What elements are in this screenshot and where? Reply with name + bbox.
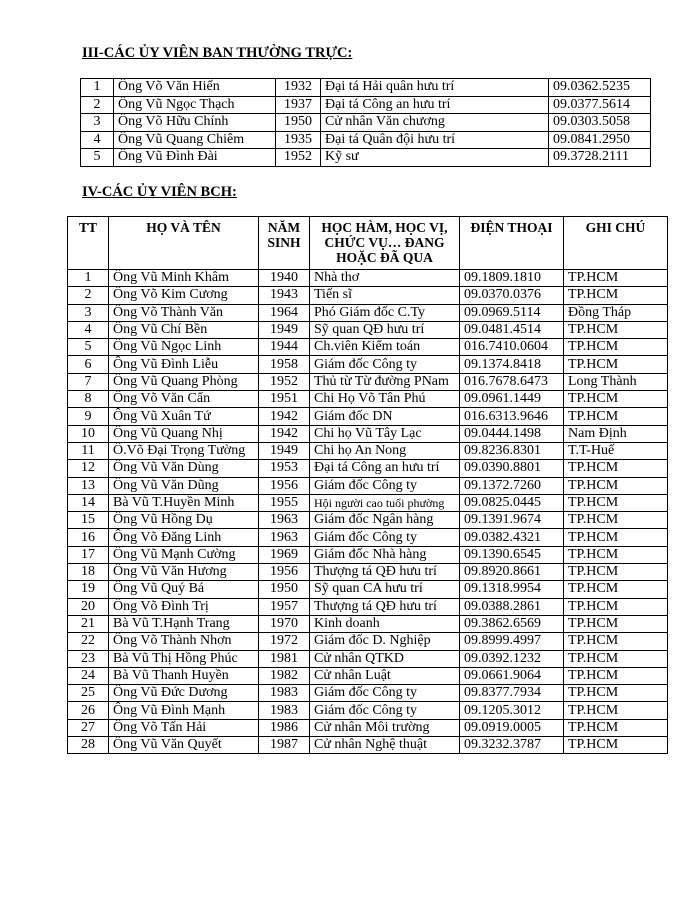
- cell-year: 1963: [259, 529, 310, 546]
- cell-name: Ông Võ Đình Trị: [109, 598, 259, 615]
- cell-note: TP.HCM: [564, 598, 668, 615]
- cell-no: 5: [81, 149, 114, 167]
- cell-title: Sỹ quan QĐ hưu trí: [310, 321, 460, 338]
- cell-note: Long Thành: [564, 373, 668, 390]
- cell-name: Bà Vũ Thị Hồng Phúc: [109, 650, 259, 667]
- cell-note: TP.HCM: [564, 615, 668, 632]
- section4-heading: IV-CÁC ỦY VIÊN BCH:: [82, 184, 237, 200]
- cell-phone: 09.0919.0005: [460, 719, 564, 736]
- cell-name: Ông Vũ Quý Bá: [109, 581, 259, 598]
- cell-title: Thủ từ Từ đường PNam: [310, 373, 460, 390]
- cell-note: TP.HCM: [564, 650, 668, 667]
- cell-no: 9: [68, 408, 109, 425]
- cell-year: 1970: [259, 615, 310, 632]
- cell-name: Bà Vũ Thanh Huyền: [109, 667, 259, 684]
- cell-phone: 09.8920.8661: [460, 564, 564, 581]
- cell-phone: 09.1374.8418: [460, 356, 564, 373]
- header-phone: ĐIỆN THOẠI: [460, 217, 564, 270]
- cell-note: TP.HCM: [564, 494, 668, 511]
- cell-year: 1964: [259, 304, 310, 321]
- cell-year: 1956: [259, 564, 310, 581]
- table-row: [68, 460, 668, 477]
- cell-year: 1952: [259, 373, 310, 390]
- cell-name: Ông Vũ Đức Dương: [109, 685, 259, 702]
- cell-no: 24: [68, 667, 109, 684]
- cell-title: Nhà thơ: [310, 270, 460, 287]
- standing-committee-rows: [81, 79, 651, 167]
- cell-no: 11: [68, 442, 109, 459]
- cell-title: Kỹ sư: [321, 149, 549, 167]
- cell-year: 1935: [276, 131, 321, 149]
- table-row: [68, 667, 668, 684]
- cell-name: Ông Vũ Quang Chiêm: [114, 131, 276, 149]
- cell-name: Ông Vũ Quang Phòng: [109, 373, 259, 390]
- cell-year: 1944: [259, 339, 310, 356]
- cell-year: 1937: [276, 96, 321, 114]
- section3-heading: III-CÁC ỦY VIÊN BAN THƯỜNG TRỰC:: [82, 45, 353, 61]
- table-row: [81, 149, 651, 167]
- cell-title: Kinh doanh: [310, 615, 460, 632]
- cell-note: TP.HCM: [564, 287, 668, 304]
- cell-title: Cử nhân Luật: [310, 667, 460, 684]
- cell-year: 1956: [259, 477, 310, 494]
- cell-name: Ông Võ Đăng Linh: [109, 529, 259, 546]
- table-row: [68, 408, 668, 425]
- cell-title: Tiến sĩ: [310, 287, 460, 304]
- cell-name: Ông Vũ Ngọc Thạch: [114, 96, 276, 114]
- cell-phone: 09.1205.3012: [460, 702, 564, 719]
- cell-note: Đồng Tháp: [564, 304, 668, 321]
- cell-name: Ông Võ Hữu Chính: [114, 114, 276, 132]
- cell-phone: 09.0481.4514: [460, 321, 564, 338]
- table-row: [68, 477, 668, 494]
- cell-note: T.T-Huế: [564, 442, 668, 459]
- cell-year: 1955: [259, 494, 310, 511]
- cell-no: 6: [68, 356, 109, 373]
- cell-title: Giám đốc Công ty: [310, 529, 460, 546]
- cell-note: TP.HCM: [564, 460, 668, 477]
- cell-name: Ông Vũ Văn Hương: [109, 564, 259, 581]
- cell-no: 4: [68, 321, 109, 338]
- cell-year: 1951: [259, 391, 310, 408]
- cell-note: TP.HCM: [564, 719, 668, 736]
- cell-no: 1: [68, 270, 109, 287]
- cell-name: Ông Vũ Chí Bền: [109, 321, 259, 338]
- cell-note: TP.HCM: [564, 391, 668, 408]
- cell-phone: 09.1390.6545: [460, 546, 564, 563]
- table-row: [68, 615, 668, 632]
- cell-no: 14: [68, 494, 109, 511]
- cell-title: Đại tá Hải quân hưu trí: [321, 79, 549, 97]
- cell-phone: 09.0390.8801: [460, 460, 564, 477]
- cell-note: TP.HCM: [564, 321, 668, 338]
- cell-year: 1972: [259, 633, 310, 650]
- cell-phone: 09.1391.9674: [460, 512, 564, 529]
- cell-year: 1949: [259, 321, 310, 338]
- cell-no: 26: [68, 702, 109, 719]
- cell-year: 1952: [276, 149, 321, 167]
- cell-phone: 09.1318.9954: [460, 581, 564, 598]
- table-row: [68, 391, 668, 408]
- table-row: [68, 737, 668, 754]
- cell-phone: 016.7678.6473: [460, 373, 564, 390]
- cell-name: Bà Vũ T.Huyền Minh: [109, 494, 259, 511]
- cell-year: 1942: [259, 408, 310, 425]
- cell-title: Cử nhân QTKD: [310, 650, 460, 667]
- table-row: [68, 494, 668, 511]
- cell-no: 19: [68, 581, 109, 598]
- header-note: GHI CHÚ: [564, 217, 668, 270]
- header-year: NĂM SINH: [259, 217, 310, 270]
- cell-name: Ông Vũ Quang Nhị: [109, 425, 259, 442]
- cell-name: Ông Vũ Văn Dùng: [109, 460, 259, 477]
- cell-no: 3: [68, 304, 109, 321]
- table-row: [68, 529, 668, 546]
- table-row: [68, 425, 668, 442]
- cell-title: Sỹ quan CA hưu trí: [310, 581, 460, 598]
- cell-year: 1958: [259, 356, 310, 373]
- header-name: HỌ VÀ TÊN: [109, 217, 259, 270]
- cell-phone: 09.0444.1498: [460, 425, 564, 442]
- cell-note: Nam Định: [564, 425, 668, 442]
- cell-year: 1986: [259, 719, 310, 736]
- cell-no: 18: [68, 564, 109, 581]
- cell-no: 7: [68, 373, 109, 390]
- cell-phone: 016.6313.9646: [460, 408, 564, 425]
- table-row: [68, 564, 668, 581]
- cell-note: TP.HCM: [564, 356, 668, 373]
- cell-title: Chi họ Vũ Tây Lạc: [310, 425, 460, 442]
- cell-year: 1950: [259, 581, 310, 598]
- cell-phone: 09.0841.2950: [549, 131, 651, 149]
- cell-phone: 09.0388.2861: [460, 598, 564, 615]
- cell-note: TP.HCM: [564, 270, 668, 287]
- cell-phone: 09.0661.9064: [460, 667, 564, 684]
- cell-year: 1987: [259, 737, 310, 754]
- cell-title: Cử nhân Văn chương: [321, 114, 549, 132]
- cell-title: Chi họ An Nong: [310, 442, 460, 459]
- cell-year: 1983: [259, 685, 310, 702]
- cell-title: Đại tá Quân đội hưu trí: [321, 131, 549, 149]
- cell-phone: 09.3728.2111: [549, 149, 651, 167]
- cell-no: 28: [68, 737, 109, 754]
- cell-phone: 09.0825.0445: [460, 494, 564, 511]
- cell-phone: 09.0392.1232: [460, 650, 564, 667]
- cell-title: Giám đốc Công ty: [310, 477, 460, 494]
- cell-title: Giám đốc Công ty: [310, 702, 460, 719]
- cell-year: 1949: [259, 442, 310, 459]
- cell-phone: 09.0961.1449: [460, 391, 564, 408]
- cell-no: 8: [68, 391, 109, 408]
- cell-phone: 016.7410.0604: [460, 339, 564, 356]
- cell-no: 23: [68, 650, 109, 667]
- cell-no: 21: [68, 615, 109, 632]
- cell-phone: 09.3232.3787: [460, 737, 564, 754]
- table-row: [68, 356, 668, 373]
- cell-title: Giám đốc D. Nghiệp: [310, 633, 460, 650]
- cell-note: TP.HCM: [564, 564, 668, 581]
- table-row: [68, 512, 668, 529]
- cell-title: Thượng tá QĐ hưu trí: [310, 598, 460, 615]
- cell-no: 10: [68, 425, 109, 442]
- cell-year: 1957: [259, 598, 310, 615]
- header-title: HỌC HÀM, HỌC VỊ, CHỨC VỤ… ĐANG HOẶC ĐÃ QUA: [310, 217, 460, 270]
- cell-phone: 09.0303.5058: [549, 114, 651, 132]
- standing-committee-table: [80, 78, 651, 167]
- cell-no: 22: [68, 633, 109, 650]
- cell-no: 17: [68, 546, 109, 563]
- cell-phone: 09.8999.4997: [460, 633, 564, 650]
- cell-no: 12: [68, 460, 109, 477]
- cell-year: 1969: [259, 546, 310, 563]
- table-row: [81, 114, 651, 132]
- cell-name: Ông Vũ Mạnh Cường: [109, 546, 259, 563]
- table-row: [68, 702, 668, 719]
- cell-phone: 09.8377.7934: [460, 685, 564, 702]
- cell-phone: 09.0969.5114: [460, 304, 564, 321]
- table-row: [68, 373, 668, 390]
- cell-note: TP.HCM: [564, 581, 668, 598]
- cell-no: 3: [81, 114, 114, 132]
- table-row: [68, 719, 668, 736]
- executive-committee-table: [67, 216, 668, 754]
- cell-year: 1932: [276, 79, 321, 97]
- cell-note: TP.HCM: [564, 685, 668, 702]
- table-row: [68, 304, 668, 321]
- table-row: [68, 685, 668, 702]
- cell-note: TP.HCM: [564, 529, 668, 546]
- cell-year: 1950: [276, 114, 321, 132]
- cell-note: TP.HCM: [564, 477, 668, 494]
- table-row: [68, 650, 668, 667]
- cell-name: Ông Vũ Đình Mạnh: [109, 702, 259, 719]
- table-row: [68, 546, 668, 563]
- cell-title: Cử nhân Nghệ thuật: [310, 737, 460, 754]
- cell-name: Ông Võ Tấn Hải: [109, 719, 259, 736]
- table-row: [68, 442, 668, 459]
- table-header-row: [68, 217, 668, 270]
- cell-title: Hội người cao tuổi phường: [310, 494, 460, 511]
- header-no: TT: [68, 217, 109, 270]
- cell-title: Chi Họ Võ Tân Phú: [310, 391, 460, 408]
- cell-title: Ch.viên Kiểm toán: [310, 339, 460, 356]
- cell-no: 13: [68, 477, 109, 494]
- cell-name: Ông Võ Kim Cương: [109, 287, 259, 304]
- cell-no: 4: [81, 131, 114, 149]
- cell-no: 5: [68, 339, 109, 356]
- cell-title: Giám đốc Công ty: [310, 356, 460, 373]
- cell-no: 20: [68, 598, 109, 615]
- cell-phone: 09.0362.5235: [549, 79, 651, 97]
- cell-name: Ông Vũ Ngọc Linh: [109, 339, 259, 356]
- cell-name: Ông Võ Văn Hiến: [114, 79, 276, 97]
- cell-title: Cử nhân Môi trường: [310, 719, 460, 736]
- cell-no: 25: [68, 685, 109, 702]
- cell-year: 1940: [259, 270, 310, 287]
- cell-title: Giám đốc Ngân hàng: [310, 512, 460, 529]
- cell-phone: 09.8236.8301: [460, 442, 564, 459]
- cell-year: 1982: [259, 667, 310, 684]
- cell-year: 1983: [259, 702, 310, 719]
- cell-note: TP.HCM: [564, 339, 668, 356]
- cell-name: Ông Võ Văn Cẩn: [109, 391, 259, 408]
- cell-name: Ông Võ Thành Văn: [109, 304, 259, 321]
- table-row: [68, 581, 668, 598]
- cell-no: 27: [68, 719, 109, 736]
- cell-note: TP.HCM: [564, 667, 668, 684]
- cell-title: Giám đốc DN: [310, 408, 460, 425]
- cell-phone: 09.1372.7260: [460, 477, 564, 494]
- cell-name: Ông Vũ Hồng Dụ: [109, 512, 259, 529]
- cell-name: Ô.Võ Đại Trọng Tường: [109, 442, 259, 459]
- table-row: [81, 131, 651, 149]
- cell-title: Thượng tá QĐ hưu trí: [310, 564, 460, 581]
- cell-phone: 09.3862.6569: [460, 615, 564, 632]
- cell-note: TP.HCM: [564, 512, 668, 529]
- cell-note: TP.HCM: [564, 408, 668, 425]
- cell-year: 1981: [259, 650, 310, 667]
- cell-year: 1963: [259, 512, 310, 529]
- cell-name: Ông Vũ Văn Quyết: [109, 737, 259, 754]
- cell-name: Ông Vũ Minh Khâm: [109, 270, 259, 287]
- cell-phone: 09.0370.0376: [460, 287, 564, 304]
- cell-note: TP.HCM: [564, 546, 668, 563]
- cell-phone: 09.0382.4321: [460, 529, 564, 546]
- table-row: [81, 79, 651, 97]
- cell-no: 1: [81, 79, 114, 97]
- executive-committee-rows: [68, 270, 668, 754]
- cell-title: Giám đốc Nhà hàng: [310, 546, 460, 563]
- table-row: [68, 598, 668, 615]
- cell-name: Ông Vũ Đình Đài: [114, 149, 276, 167]
- cell-note: TP.HCM: [564, 702, 668, 719]
- cell-name: Ông Võ Thành Nhơn: [109, 633, 259, 650]
- cell-name: Bà Vũ T.Hạnh Trang: [109, 615, 259, 632]
- cell-title: Đại tá Công an hưu trí: [310, 460, 460, 477]
- cell-note: TP.HCM: [564, 633, 668, 650]
- cell-no: 15: [68, 512, 109, 529]
- table-row: [81, 96, 651, 114]
- table-row: [68, 270, 668, 287]
- cell-name: Ông Vũ Đình Liễu: [109, 356, 259, 373]
- cell-year: 1943: [259, 287, 310, 304]
- table-row: [68, 339, 668, 356]
- cell-no: 2: [81, 96, 114, 114]
- cell-title: Giám đốc Công ty: [310, 685, 460, 702]
- cell-title: Đại tá Công an hưu trí: [321, 96, 549, 114]
- cell-no: 2: [68, 287, 109, 304]
- cell-no: 16: [68, 529, 109, 546]
- table-row: [68, 633, 668, 650]
- cell-title: Phó Giám đốc C.Ty: [310, 304, 460, 321]
- cell-name: Ông Vũ Xuân Tứ: [109, 408, 259, 425]
- cell-phone: 09.1809.1810: [460, 270, 564, 287]
- cell-phone: 09.0377.5614: [549, 96, 651, 114]
- cell-name: Ông Vũ Văn Dũng: [109, 477, 259, 494]
- cell-year: 1942: [259, 425, 310, 442]
- cell-year: 1953: [259, 460, 310, 477]
- table-row: [68, 321, 668, 338]
- table-row: [68, 287, 668, 304]
- cell-note: TP.HCM: [564, 737, 668, 754]
